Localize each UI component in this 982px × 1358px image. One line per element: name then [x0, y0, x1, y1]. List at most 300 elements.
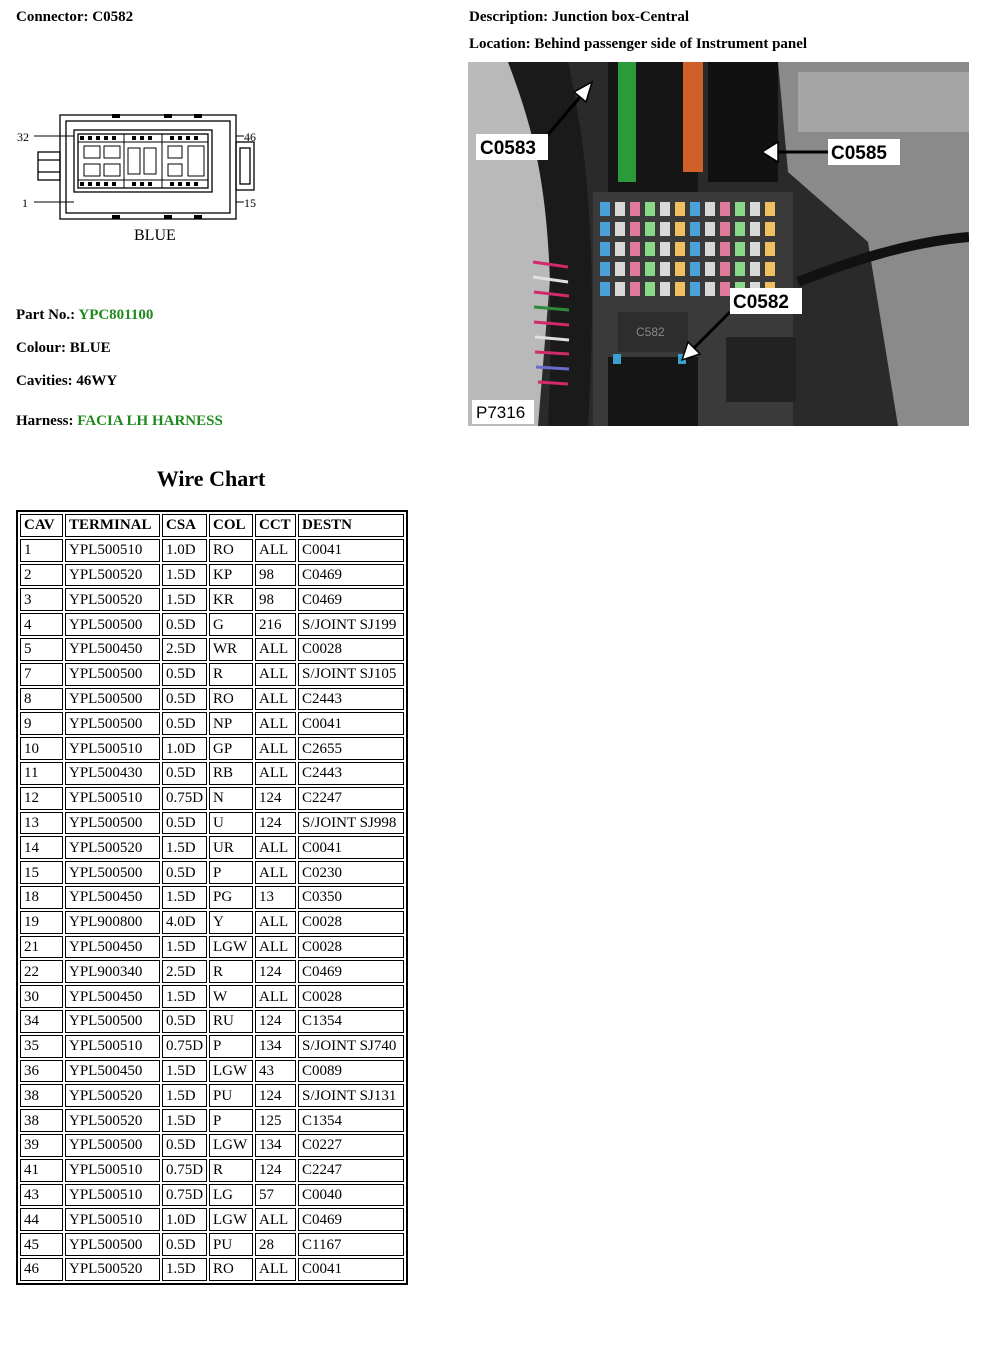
cell-terminal: YPL500500 [65, 812, 160, 835]
cell-cav: 3 [20, 588, 63, 611]
cell-terminal: YPL500500 [65, 1134, 160, 1157]
cell-destn: C0469 [298, 960, 404, 983]
cell-cct: ALL [255, 1208, 296, 1231]
cell-terminal: YPL500500 [65, 861, 160, 884]
photo-fuse [750, 202, 760, 216]
column-header-cav: CAV [20, 514, 63, 537]
photo-fuse [615, 262, 625, 276]
cell-csa: 1.5D [162, 836, 207, 859]
photo-fuse [630, 242, 640, 256]
cell-cav: 38 [20, 1084, 63, 1107]
cell-terminal: YPL500520 [65, 1084, 160, 1107]
cell-col: KR [209, 588, 253, 611]
photo-fuse [600, 262, 610, 276]
photo-fuse [705, 242, 715, 256]
table-row [20, 861, 404, 884]
cell-destn: S/JOINT SJ105 [298, 663, 404, 686]
part-no-link[interactable]: YPC801100 [78, 307, 154, 323]
cell-cct: ALL [255, 712, 296, 735]
photo-fuse [765, 262, 775, 276]
cell-csa: 0.5D [162, 1134, 207, 1157]
table-row [20, 1233, 404, 1256]
cell-col: RO [209, 688, 253, 711]
cell-col: PU [209, 1233, 253, 1256]
table-row [20, 936, 404, 959]
cell-col: R [209, 663, 253, 686]
cell-csa: 0.5D [162, 613, 207, 636]
cell-terminal: YPL500510 [65, 1208, 160, 1231]
cell-terminal: YPL900800 [65, 911, 160, 934]
cell-csa: 0.5D [162, 762, 207, 785]
cell-terminal: YPL900340 [65, 960, 160, 983]
table-row [20, 886, 404, 909]
photo-fuse [660, 222, 670, 236]
cell-cav: 41 [20, 1159, 63, 1182]
cell-col: UR [209, 836, 253, 859]
table-row [20, 985, 404, 1008]
cell-col: U [209, 812, 253, 835]
cell-csa: 0.75D [162, 787, 207, 810]
photo-fuse [660, 202, 670, 216]
cell-terminal: YPL500500 [65, 613, 160, 636]
table-row [20, 1035, 404, 1058]
description-value: Junction box-Central [551, 9, 689, 25]
table-row [20, 1060, 404, 1083]
photo-fuse [690, 242, 700, 256]
cell-col: GP [209, 737, 253, 760]
cell-csa: 1.5D [162, 985, 207, 1008]
cell-cav: 12 [20, 787, 63, 810]
column-header-csa: CSA [162, 514, 207, 537]
cell-csa: 1.5D [162, 564, 207, 587]
cell-col: WR [209, 638, 253, 661]
pin-label-32: 32 [17, 130, 29, 144]
table-row [20, 1010, 404, 1033]
cell-cct: 216 [255, 613, 296, 636]
cell-cav: 21 [20, 936, 63, 959]
photo-fuse [630, 202, 640, 216]
cell-cct: ALL [255, 936, 296, 959]
cell-cct: 125 [255, 1109, 296, 1132]
pin-label-15: 15 [244, 196, 256, 210]
cell-terminal: YPL500500 [65, 1010, 160, 1033]
table-row [20, 564, 404, 587]
cell-col: LGW [209, 936, 253, 959]
cell-csa: 4.0D [162, 911, 207, 934]
cell-cav: 14 [20, 836, 63, 859]
cell-csa: 0.5D [162, 1010, 207, 1033]
cell-destn: C0350 [298, 886, 404, 909]
cell-destn: C0469 [298, 1208, 404, 1231]
photo-embossed-c582: C582 [636, 325, 665, 339]
photo-fuse [660, 282, 670, 296]
cell-col: RB [209, 762, 253, 785]
photo-fuse [600, 202, 610, 216]
cell-terminal: YPL500450 [65, 1060, 160, 1083]
harness-link[interactable]: FACIA LH HARNESS [77, 413, 223, 429]
cell-csa: 1.5D [162, 1109, 207, 1132]
cell-cct: 124 [255, 1159, 296, 1182]
cell-terminal: YPL500520 [65, 564, 160, 587]
wire-chart-title: Wire Chart [156, 466, 266, 491]
photo-fuse [735, 242, 745, 256]
photo-fuse [705, 282, 715, 296]
photo-fuse [645, 282, 655, 296]
cell-terminal: YPL500500 [65, 663, 160, 686]
photo-fuse [645, 262, 655, 276]
cell-cct: 98 [255, 564, 296, 587]
cell-cct: ALL [255, 539, 296, 562]
cell-destn: C0041 [298, 712, 404, 735]
cell-destn: C0469 [298, 564, 404, 587]
cell-cav: 19 [20, 911, 63, 934]
cell-csa: 0.5D [162, 712, 207, 735]
cell-terminal: YPL500520 [65, 588, 160, 611]
cell-cav: 1 [20, 539, 63, 562]
description-label: Description: Junction box-Central [469, 9, 689, 25]
cell-cct: ALL [255, 688, 296, 711]
cell-terminal: YPL500520 [65, 1109, 160, 1132]
cell-terminal: YPL500510 [65, 1035, 160, 1058]
cell-destn: C0041 [298, 1258, 404, 1281]
connector-value: C0582 [92, 9, 134, 25]
photo-fuse [630, 222, 640, 236]
cell-destn: C0040 [298, 1184, 404, 1207]
cell-col: N [209, 787, 253, 810]
cell-cav: 18 [20, 886, 63, 909]
cell-cav: 38 [20, 1109, 63, 1132]
cell-cct: 124 [255, 1084, 296, 1107]
cell-cct: 124 [255, 1010, 296, 1033]
cell-col: Y [209, 911, 253, 934]
wire-chart-header-row [20, 514, 404, 537]
cell-csa: 0.5D [162, 812, 207, 835]
cell-csa: 1.5D [162, 1258, 207, 1281]
cell-cav: 8 [20, 688, 63, 711]
cell-cct: 13 [255, 886, 296, 909]
cell-col: RO [209, 1258, 253, 1281]
cell-csa: 1.0D [162, 737, 207, 760]
table-row [20, 911, 404, 934]
photo-fuse [765, 222, 775, 236]
photo-fuse [645, 222, 655, 236]
photo-fuse [690, 202, 700, 216]
table-row [20, 588, 404, 611]
photo-fuse [705, 202, 715, 216]
cell-destn: C0089 [298, 1060, 404, 1083]
cell-csa: 1.0D [162, 539, 207, 562]
cavities-label: Cavities: 46WY [16, 373, 118, 389]
cell-cav: 4 [20, 613, 63, 636]
cell-csa: 0.75D [162, 1035, 207, 1058]
cell-terminal: YPL500500 [65, 712, 160, 735]
table-row [20, 1184, 404, 1207]
cell-terminal: YPL500450 [65, 886, 160, 909]
photo-fuse [600, 242, 610, 256]
connector-label: Connector: C0582 [16, 9, 134, 25]
table-row [20, 812, 404, 835]
cell-terminal: YPL500510 [65, 737, 160, 760]
cell-col: R [209, 1159, 253, 1182]
photo-fuse [690, 222, 700, 236]
cell-cav: 39 [20, 1134, 63, 1157]
photo-figure-id: P7316 [476, 403, 526, 422]
cell-terminal: YPL500450 [65, 985, 160, 1008]
cell-cav: 44 [20, 1208, 63, 1231]
cell-cav: 34 [20, 1010, 63, 1033]
photo-fuse [615, 222, 625, 236]
cell-csa: 1.5D [162, 936, 207, 959]
table-row [20, 1084, 404, 1107]
cell-cav: 9 [20, 712, 63, 735]
cell-cct: ALL [255, 663, 296, 686]
table-row [20, 960, 404, 983]
cell-csa: 1.0D [162, 1208, 207, 1231]
photo-fuse [720, 262, 730, 276]
cell-terminal: YPL500510 [65, 787, 160, 810]
photo-fuse [705, 262, 715, 276]
cell-cct: 124 [255, 812, 296, 835]
cell-cav: 10 [20, 737, 63, 760]
cell-cav: 5 [20, 638, 63, 661]
photo-fuse [765, 202, 775, 216]
cell-terminal: YPL500510 [65, 1184, 160, 1207]
colour-value: BLUE [69, 340, 111, 356]
cell-cav: 43 [20, 1184, 63, 1207]
cell-destn: S/JOINT SJ199 [298, 613, 404, 636]
table-row [20, 787, 404, 810]
cell-cav: 11 [20, 762, 63, 785]
cell-col: P [209, 861, 253, 884]
photo-fuse [600, 282, 610, 296]
photo-fuse [675, 222, 685, 236]
cell-destn: C0469 [298, 588, 404, 611]
photo-fuse [675, 282, 685, 296]
cell-col: LGW [209, 1208, 253, 1231]
cell-col: LGW [209, 1060, 253, 1083]
cell-terminal: YPL500520 [65, 1258, 160, 1281]
cell-cav: 7 [20, 663, 63, 686]
photo-fuse [630, 282, 640, 296]
cell-cav: 13 [20, 812, 63, 835]
table-row [20, 613, 404, 636]
cell-terminal: YPL500500 [65, 688, 160, 711]
cell-destn: C0028 [298, 985, 404, 1008]
column-header-terminal: TERMINAL [65, 514, 160, 537]
cavities-value: 46WY [76, 373, 118, 389]
cell-destn: C0041 [298, 836, 404, 859]
cell-cct: 98 [255, 588, 296, 611]
table-row [20, 688, 404, 711]
cell-col: NP [209, 712, 253, 735]
photo-fuse [690, 262, 700, 276]
photo-fuse [720, 242, 730, 256]
pin-label-46: 46 [244, 130, 256, 144]
cell-destn: C2655 [298, 737, 404, 760]
photo-fuse [735, 262, 745, 276]
connector-face-diagram [14, 112, 264, 247]
cell-col: LG [209, 1184, 253, 1207]
photo-fuse [615, 282, 625, 296]
cell-destn: C0028 [298, 936, 404, 959]
photo-fuse [615, 242, 625, 256]
column-header-destn: DESTN [298, 514, 404, 537]
cell-terminal: YPL500450 [65, 936, 160, 959]
cell-terminal: YPL500510 [65, 539, 160, 562]
cell-col: LGW [209, 1134, 253, 1157]
colour-label: Colour: BLUE [16, 340, 111, 356]
cell-csa: 1.5D [162, 1084, 207, 1107]
cell-csa: 0.5D [162, 688, 207, 711]
cell-destn: C0230 [298, 861, 404, 884]
cell-cct: 124 [255, 787, 296, 810]
table-row [20, 1208, 404, 1231]
pin-label-1: 1 [22, 196, 28, 210]
cell-col: PU [209, 1084, 253, 1107]
cell-col: PG [209, 886, 253, 909]
cell-cct: 134 [255, 1134, 296, 1157]
cell-cav: 46 [20, 1258, 63, 1281]
cell-csa: 1.5D [162, 1060, 207, 1083]
cell-col: P [209, 1109, 253, 1132]
cell-cct: ALL [255, 911, 296, 934]
table-row [20, 539, 404, 562]
column-header-col: COL [209, 514, 253, 537]
cell-destn: C0028 [298, 911, 404, 934]
cell-col: P [209, 1035, 253, 1058]
cell-col: W [209, 985, 253, 1008]
photo-fuse [600, 222, 610, 236]
cell-csa: 0.5D [162, 861, 207, 884]
cell-destn: S/JOINT SJ998 [298, 812, 404, 835]
cell-destn: C0041 [298, 539, 404, 562]
photo-fuse [720, 282, 730, 296]
photo-fuse [765, 242, 775, 256]
photo-callout-c0582: C0582 [733, 292, 789, 313]
cell-cct: 57 [255, 1184, 296, 1207]
table-row [20, 712, 404, 735]
cell-cct: 43 [255, 1060, 296, 1083]
cell-terminal: YPL500510 [65, 1159, 160, 1182]
photo-fuse [615, 202, 625, 216]
location-photo [468, 62, 969, 426]
location-label: Location: Behind passenger side of Instrument panel [469, 36, 808, 52]
cell-cct: 124 [255, 960, 296, 983]
table-row [20, 1258, 404, 1281]
cell-csa: 2.5D [162, 960, 207, 983]
cell-destn: S/JOINT SJ740 [298, 1035, 404, 1058]
photo-fuse [660, 262, 670, 276]
photo-fuse [645, 242, 655, 256]
photo-fuse [645, 202, 655, 216]
table-row [20, 638, 404, 661]
cell-csa: 0.75D [162, 1184, 207, 1207]
photo-fuse [735, 202, 745, 216]
photo-fuse [660, 242, 670, 256]
cell-cct: 134 [255, 1035, 296, 1058]
cell-cct: ALL [255, 638, 296, 661]
photo-fuse [735, 222, 745, 236]
cell-cct: ALL [255, 836, 296, 859]
photo-callout-c0583: C0583 [480, 138, 536, 159]
diagram-colour-caption: BLUE [134, 227, 176, 244]
photo-fuse [675, 242, 685, 256]
cell-destn: C0227 [298, 1134, 404, 1157]
cell-csa: 1.5D [162, 886, 207, 909]
photo-fuse [720, 222, 730, 236]
photo-fuse [630, 262, 640, 276]
column-header-cct: CCT [255, 514, 296, 537]
cell-col: R [209, 960, 253, 983]
cell-terminal: YPL500450 [65, 638, 160, 661]
harness-label: Harness: FACIA LH HARNESS [16, 413, 223, 429]
photo-fuse [675, 262, 685, 276]
table-row [20, 663, 404, 686]
cell-terminal: YPL500430 [65, 762, 160, 785]
photo-fuse [705, 222, 715, 236]
cell-col: G [209, 613, 253, 636]
cell-csa: 0.5D [162, 1233, 207, 1256]
table-row [20, 1134, 404, 1157]
wire-chart-table [16, 510, 408, 1285]
photo-callout-c0585: C0585 [831, 143, 887, 164]
cell-cav: 2 [20, 564, 63, 587]
photo-fuse [675, 202, 685, 216]
table-row [20, 762, 404, 785]
cell-cct: ALL [255, 985, 296, 1008]
cell-cct: 28 [255, 1233, 296, 1256]
photo-fuse [750, 242, 760, 256]
cell-cav: 22 [20, 960, 63, 983]
cell-csa: 1.5D [162, 588, 207, 611]
cell-cav: 30 [20, 985, 63, 1008]
table-row [20, 1109, 404, 1132]
photo-fuse [750, 222, 760, 236]
cell-terminal: YPL500520 [65, 836, 160, 859]
cell-col: KP [209, 564, 253, 587]
cell-destn: C2443 [298, 688, 404, 711]
photo-fuse [750, 262, 760, 276]
part-no-label: Part No.: YPC801100 [16, 307, 154, 323]
table-row [20, 836, 404, 859]
cell-destn: C1354 [298, 1109, 404, 1132]
cell-destn: C1167 [298, 1233, 404, 1256]
cell-col: RO [209, 539, 253, 562]
table-row [20, 737, 404, 760]
cell-destn: C2443 [298, 762, 404, 785]
cell-col: RU [209, 1010, 253, 1033]
photo-fuse [690, 282, 700, 296]
cell-csa: 0.5D [162, 663, 207, 686]
cell-cav: 36 [20, 1060, 63, 1083]
cell-csa: 0.75D [162, 1159, 207, 1182]
photo-fuse [720, 202, 730, 216]
cell-cct: ALL [255, 1258, 296, 1281]
cell-cct: ALL [255, 861, 296, 884]
cell-cct: ALL [255, 737, 296, 760]
cell-destn: C2247 [298, 787, 404, 810]
cell-destn: C1354 [298, 1010, 404, 1033]
cell-destn: C0028 [298, 638, 404, 661]
table-row [20, 1159, 404, 1182]
cell-destn: C2247 [298, 1159, 404, 1182]
cell-csa: 2.5D [162, 638, 207, 661]
cell-cav: 35 [20, 1035, 63, 1058]
cell-cct: ALL [255, 762, 296, 785]
cell-cav: 15 [20, 861, 63, 884]
location-value: Behind passenger side of Instrument panel [534, 36, 808, 52]
cell-terminal: YPL500500 [65, 1233, 160, 1256]
